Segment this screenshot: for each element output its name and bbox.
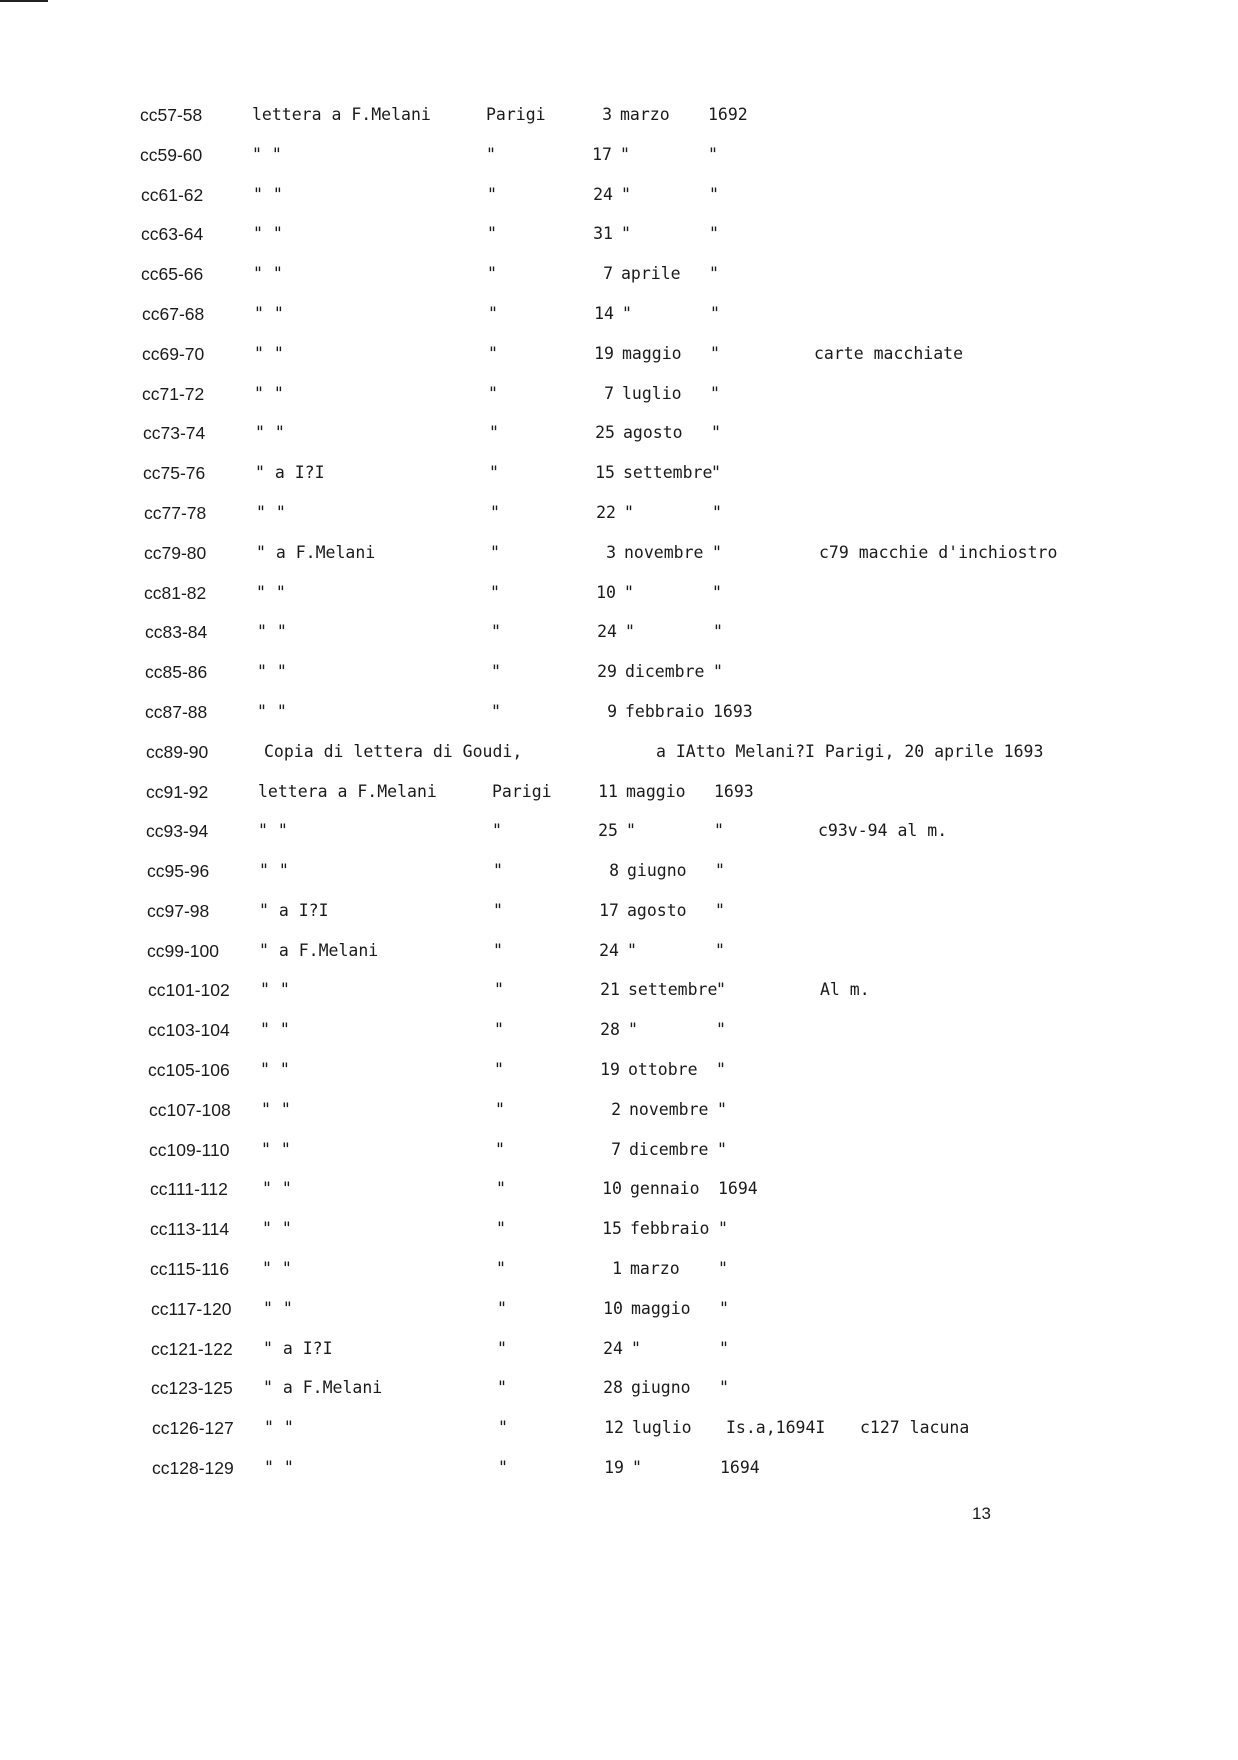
table-row [0,818,1100,844]
what-cell: " a F.Melani [259,941,379,960]
day-cell: 24 [599,941,619,960]
what-cell: " " [261,1140,291,1159]
where-cell: " [498,1418,508,1437]
table-row [0,1057,1100,1083]
year-cell: " [716,1060,726,1079]
what-cell: " " [263,1299,293,1318]
what-cell: " " [264,1418,294,1437]
year-cell: " [712,583,722,602]
what-cell: " " [262,1259,292,1278]
what-cell: " " [254,344,284,363]
cc-cell: cc83-84 [145,622,208,642]
month-cell: " [627,941,637,960]
month-cell: maggio [626,782,686,801]
cc-cell: cc65-66 [141,264,204,284]
month-cell: gennaio [630,1179,700,1198]
month-cell: novembre [624,543,704,562]
year-cell: 1694 [720,1458,760,1477]
where-cell: " [493,901,503,920]
day-cell: 19 [594,344,614,363]
cc-cell: cc111-112 [150,1179,228,1199]
table-row [0,142,1100,168]
where-cell: " [496,1259,506,1278]
where-cell: " [490,503,500,522]
month-cell: luglio [622,384,682,403]
cc-cell: cc67-68 [142,304,205,324]
where-cell: " [486,145,496,164]
what-cell: " a F.Melani [263,1378,383,1397]
month-cell: febbraio [630,1219,710,1238]
table-row [0,858,1100,884]
table-row [0,381,1100,407]
year-cell: 1693 [714,782,754,801]
cc-cell: cc101-102 [148,980,230,1000]
top-rule [0,0,48,2]
day-cell: 29 [597,662,617,681]
what-cell: " " [260,980,290,999]
table-row [0,1336,1100,1362]
page-number: 13 [972,1504,991,1523]
what-cell: " " [255,423,285,442]
day-cell: 17 [599,901,619,920]
note-cell: carte macchiate [814,344,964,363]
table-row [0,580,1100,606]
month-cell: " [628,1020,638,1039]
month-cell: " [622,304,632,323]
year-cell: " [708,145,718,164]
day-cell: 24 [603,1339,623,1358]
day-cell: 25 [598,821,618,840]
what-cell: " " [264,1458,294,1477]
day-cell: 21 [600,980,620,999]
where-cell: " [488,384,498,403]
month-cell: dicembre [625,662,705,681]
table-row [0,261,1100,287]
where-cell: " [495,1140,505,1159]
year-cell: " [709,185,719,204]
where-cell: " [497,1299,507,1318]
what-cell: " " [253,185,283,204]
day-cell: 19 [604,1458,624,1477]
table-row [0,1455,1100,1481]
table-row [0,1176,1100,1202]
table-row [0,182,1100,208]
cc-cell: cc69-70 [142,344,205,364]
year-cell: " [717,1140,727,1159]
cc-cell: cc63-64 [141,224,204,244]
cc-cell: cc57-58 [140,105,203,125]
table-row [0,1415,1100,1441]
where-cell: " [493,941,503,960]
table-row [0,221,1100,247]
month-cell: giugno [627,861,687,880]
day-cell: 19 [600,1060,620,1079]
month-cell: marzo [620,105,670,124]
day-cell: 7 [604,384,614,403]
what-cell: " " [260,1020,290,1039]
year-cell: " [710,304,720,323]
day-cell: 24 [593,185,613,204]
cc-cell: cc113-114 [150,1219,230,1239]
month-cell: marzo [630,1259,680,1278]
where-cell: " [490,583,500,602]
what-cell: " " [253,224,283,243]
what-cell: " " [260,1060,290,1079]
table-row [0,1296,1100,1322]
cc-cell: cc107-108 [149,1100,231,1120]
month-cell: giugno [631,1378,691,1397]
what-cell: " a I?I [263,1339,333,1358]
cc-cell: cc59-60 [140,145,203,165]
cc-cell: cc79-80 [144,543,207,563]
table-row [0,977,1100,1003]
where-cell: " [498,1458,508,1477]
where-cell: " [491,662,501,681]
table-row [0,1256,1100,1282]
year-cell: 1694 [718,1179,758,1198]
what-cell: " a I?I [259,901,329,920]
day-cell: 7 [611,1140,621,1159]
day-cell: 3 [606,543,616,562]
table-row [0,1375,1100,1401]
table-row [0,898,1100,924]
cc-cell: cc117-120 [151,1299,232,1319]
table-row [0,659,1100,685]
day-cell: 2 [611,1100,621,1119]
where-cell: " [497,1378,507,1397]
month-cell: " [621,224,631,243]
year-cell: 1693 [713,702,753,721]
cc-cell: cc75-76 [143,463,206,483]
month-cell: " [624,583,634,602]
month-cell: agosto [623,423,683,442]
day-cell: 14 [594,304,614,323]
note-cell: Al m. [820,980,870,999]
cc-cell: cc97-98 [147,901,210,921]
year-cell: " [712,543,722,562]
month-cell: " [626,821,636,840]
day-cell: 7 [603,264,613,283]
cc-cell: cc61-62 [141,185,204,205]
day-cell: 17 [592,145,612,164]
month-cell: luglio [632,1418,692,1437]
where-cell: " [493,861,503,880]
table-row [0,1017,1100,1043]
what-cell: Copia di lettera di Goudi, [264,742,523,761]
year-cell: " [719,1339,729,1358]
what-cell: " " [262,1179,292,1198]
year-cell: " [718,1219,728,1238]
what-cell: " " [254,384,284,403]
day-cell: 22 [596,503,616,522]
what-cell: " a F.Melani [256,543,376,562]
cc-cell: cc85-86 [145,662,208,682]
year-cell: " [714,821,724,840]
where-cell: " [494,1060,504,1079]
where-cell: " [497,1339,507,1358]
day-cell: 10 [596,583,616,602]
what-cell: " " [256,583,286,602]
month-cell: " [625,622,635,641]
where-cell: " [491,622,501,641]
what-cell: " " [256,503,286,522]
day-cell: 1 [612,1259,622,1278]
year-cell: " [711,463,721,482]
where-cell: " [490,543,500,562]
table-row [0,341,1100,367]
table-row [0,540,1100,566]
what-cell: " " [259,861,289,880]
cc-cell: cc126-127 [152,1418,234,1438]
what-cell: " " [253,264,283,283]
what-cell: " " [257,622,287,641]
cc-cell: cc89-90 [146,742,209,762]
what-cell: lettera a F.Melani [258,782,437,801]
day-cell: 28 [600,1020,620,1039]
where-cell: " [495,1100,505,1119]
where-cell: " [494,1020,504,1039]
year-cell: " [711,423,721,442]
cc-cell: cc103-104 [148,1020,230,1040]
year-cell: " [710,384,720,403]
month-cell: dicembre [629,1140,709,1159]
where-cell: " [487,264,497,283]
day-cell: 24 [597,622,617,641]
cc-cell: cc99-100 [147,941,219,961]
day-cell: 15 [595,463,615,482]
where-cell: " [487,224,497,243]
table-row [0,1137,1100,1163]
what-cell: " " [262,1219,292,1238]
what-cell: " " [257,662,287,681]
year-cell: " [709,264,719,283]
month-cell: novembre [629,1100,709,1119]
note-cell: c127 lacuna [860,1418,970,1437]
year-cell: " [716,980,726,999]
month-cell: settembre [623,463,713,482]
cc-cell: cc95-96 [147,861,210,881]
what-cell: " " [252,145,282,164]
day-cell: 12 [604,1418,624,1437]
where-cell: " [492,821,502,840]
table-row [0,460,1100,486]
cc-cell: cc91-92 [146,782,209,802]
day-cell: 28 [603,1378,623,1397]
day-cell: 25 [595,423,615,442]
month-cell: maggio [622,344,682,363]
cc-cell: cc77-78 [144,503,207,523]
where-cell: " [488,304,498,323]
where-cell: " [488,344,498,363]
what-cell: lettera a F.Melani [252,105,431,124]
cc-cell: cc109-110 [149,1140,230,1160]
month-cell: " [624,503,634,522]
table-row [0,500,1100,526]
where-cell: " [494,980,504,999]
year-cell: 1692 [708,105,748,124]
month-cell: ottobre [628,1060,698,1079]
table-row [0,739,1100,765]
cc-cell: cc121-122 [151,1339,233,1359]
month-cell: aprile [621,264,681,283]
day-cell: 10 [603,1299,623,1318]
what-cell: " " [261,1100,291,1119]
cc-cell: cc71-72 [142,384,205,404]
where-cell: " [489,463,499,482]
note-cell: c79 macchie d'inchiostro [819,543,1058,562]
year-cell: " [709,224,719,243]
where-cell: Parigi [486,105,546,124]
table-row [0,1097,1100,1123]
month-cell: settembre [628,980,718,999]
day-cell: 15 [602,1219,622,1238]
cc-cell: cc93-94 [146,821,209,841]
table-row [0,699,1100,725]
table-row [0,1216,1100,1242]
year-cell: " [712,503,722,522]
where-cell: " [487,185,497,204]
cc-cell: cc115-116 [150,1259,230,1279]
what-cell: " a I?I [255,463,325,482]
day-cell: 11 [598,782,618,801]
day-cell: 10 [602,1179,622,1198]
where-cell: Parigi [492,782,552,801]
year-cell: " [718,1259,728,1278]
year-cell: " [719,1299,729,1318]
year-cell: " [719,1378,729,1397]
year-cell: " [713,622,723,641]
where-cell: " [496,1179,506,1198]
day-cell: 3 [602,105,612,124]
table-row [0,301,1100,327]
day-cell: 8 [609,861,619,880]
year-cell: " [713,662,723,681]
cc-cell: cc128-129 [152,1458,234,1478]
year-cell: " [715,861,725,880]
day-cell: 31 [593,224,613,243]
month-cell: febbraio [625,702,705,721]
what-cell: " " [257,702,287,721]
table-row [0,420,1100,446]
cc-cell: cc73-74 [143,423,206,443]
where-cell: " [489,423,499,442]
month-cell: agosto [627,901,687,920]
cc-cell: cc87-88 [145,702,208,722]
year-cell: Is.a,1694I [726,1418,826,1437]
table-row [0,102,1100,128]
month-cell: " [631,1339,641,1358]
month-cell: " [621,185,631,204]
year-cell: " [717,1100,727,1119]
note-cell: a IAtto Melani?I Parigi, 20 aprile 1693 [656,742,1044,761]
cc-cell: cc123-125 [151,1378,233,1398]
year-cell: " [710,344,720,363]
what-cell: " " [254,304,284,323]
what-cell: " " [258,821,288,840]
where-cell: " [496,1219,506,1238]
table-row [0,779,1100,805]
year-cell: " [716,1020,726,1039]
cc-cell: cc105-106 [148,1060,230,1080]
month-cell: " [620,145,630,164]
note-cell: c93v-94 al m. [818,821,948,840]
where-cell: " [491,702,501,721]
month-cell: maggio [631,1299,691,1318]
year-cell: " [715,941,725,960]
table-row [0,619,1100,645]
table-row [0,938,1100,964]
day-cell: 9 [607,702,617,721]
cc-cell: cc81-82 [144,583,207,603]
month-cell: " [632,1458,642,1477]
year-cell: " [715,901,725,920]
